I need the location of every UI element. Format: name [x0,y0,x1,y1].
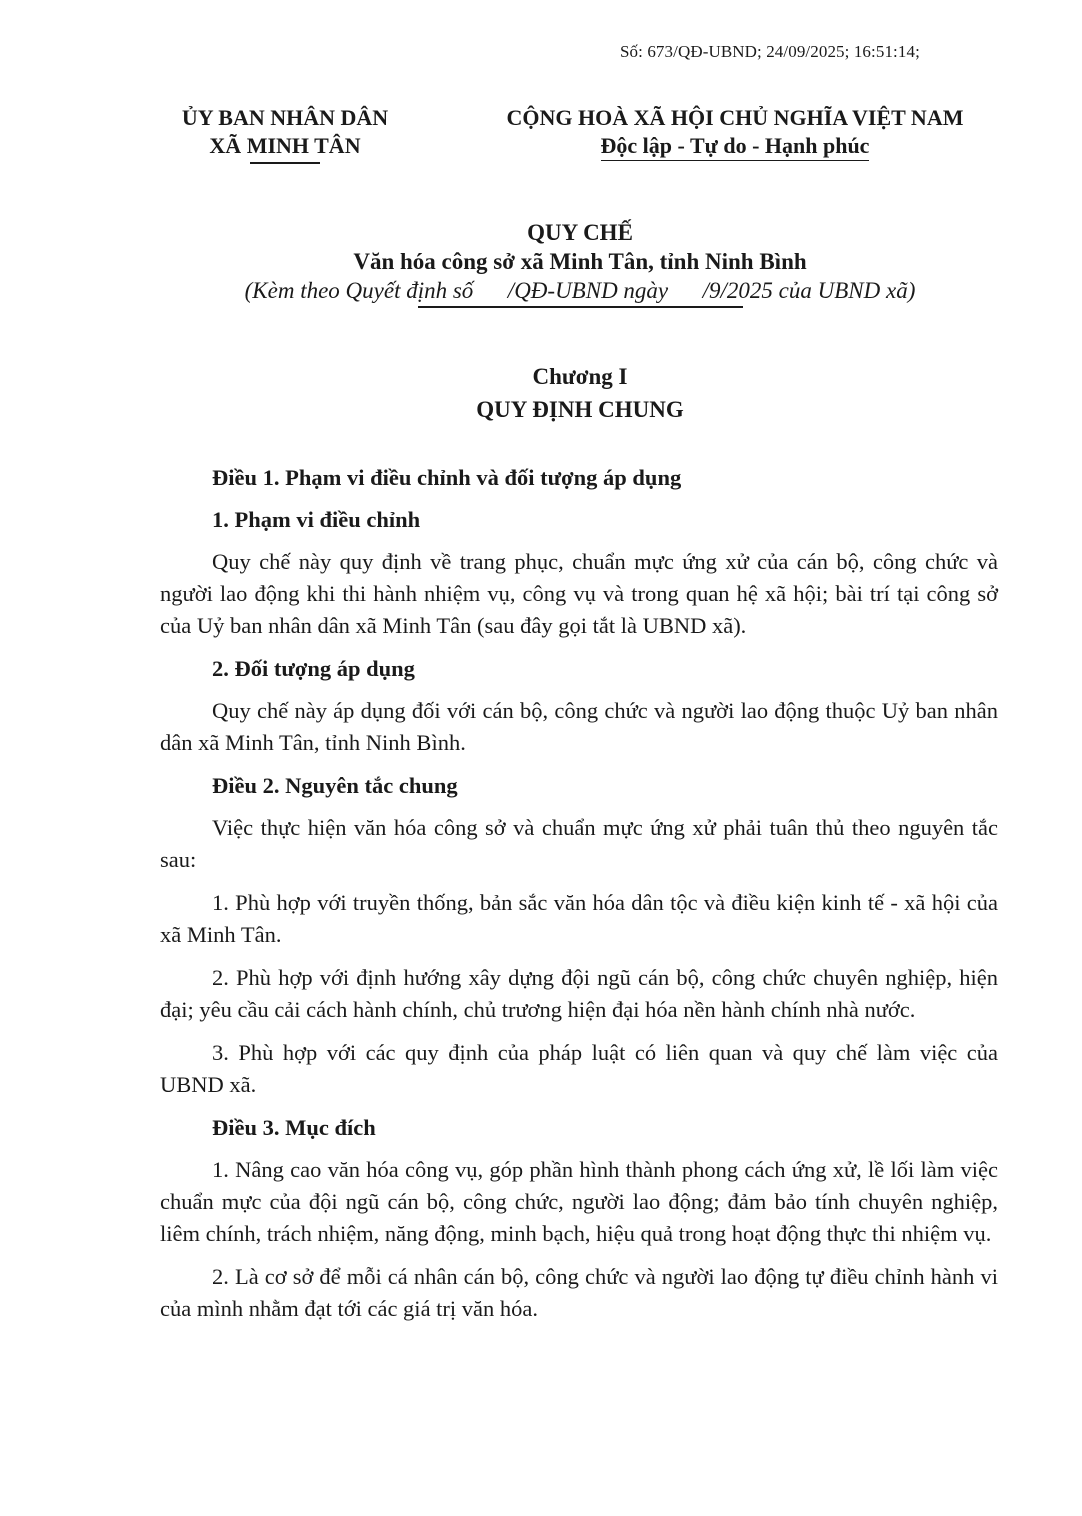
issuing-authority [150,104,420,164]
document-title-block [150,218,1010,305]
document-type: QUY CHẾ [527,220,633,245]
chapter-heading [150,360,1010,426]
article-1-section-1-text: Quy chế này quy định về trang phục, chuẩn mực ứng xử của cán bộ, công chức và người lao động khi thi hành nhiệm vụ, công vụ và trong quan hệ xã hội; bài trí tại công sở của Uỷ ban nhân dân xã Minh Tân (sau đây gọi tắt là UBND xã). [160,549,998,638]
national-title [470,104,1000,161]
document-number-stamp: Số: 673/QĐ-UBND; 24/09/2025; 16:51:14; [620,42,920,61]
chapter-number: Chương I [532,364,628,389]
article-3-heading: Điều 3. Mục đích [212,1115,376,1140]
document-body [160,462,998,1336]
authority-underline [250,162,320,164]
article-1-heading: Điều 1. Phạm vi điều chỉnh và đối tượng áp dụng [212,465,682,490]
country-name: CỘNG HOÀ XÃ HỘI CHỦ NGHĨA VIỆT NAM [506,105,964,130]
national-motto: Độc lập - Tự do - Hạnh phúc [601,132,870,161]
article-1-section-1-heading: 1. Phạm vi điều chỉnh [212,507,421,532]
article-2-intro: Việc thực hiện văn hóa công sở và chuẩn mực ứng xử phải tuân thủ theo nguyên tắc sau: [160,815,998,872]
document-reference: (Kèm theo Quyết định số /QĐ-UBND ngày /9/2025 của UBND xã) [244,278,916,303]
article-1-section-2-text: Quy chế này áp dụng đối với cán bộ, công chức và người lao động thuộc Uỷ ban nhân dân xã Minh Tân, tỉnh Ninh Bình. [160,698,998,755]
article-2-item-2: 2. Phù hợp với định hướng xây dựng đội ngũ cán bộ, công chức chuyên nghiệp, hiện đại; yêu cầu cải cách hành chính, chủ trương hiện đại hóa nền hành chính nhà nước. [160,965,998,1022]
article-3-item-1: 1. Nâng cao văn hóa công vụ, góp phần hình thành phong cách ứng xử, lề lối làm việc chuẩn mực của đội ngũ cán bộ, công chức, người lao động; đảm bảo tính chuyên nghiệp, liêm chính, trách nhiệm, năng động, minh bạch, hiệu quả trong hoạt động thực thi nhiệm vụ. [160,1157,998,1246]
article-2-item-3: 3. Phù hợp với các quy định của pháp luật có liên quan và quy chế làm việc của UBND xã. [160,1040,998,1097]
article-2-item-1: 1. Phù hợp với truyền thống, bản sắc văn hóa dân tộc và điều kiện kinh tế - xã hội của xã Minh Tân. [160,890,998,947]
article-1-section-2-heading: 2. Đối tượng áp dụng [212,656,415,681]
article-3-item-2: 2. Là cơ sở để mỗi cá nhân cán bộ, công chức và người lao động tự điều chỉnh hành vi của mình nhằm đạt tới các giá trị văn hóa. [160,1264,998,1321]
reference-underline [418,306,743,308]
document-subject: Văn hóa công sở xã Minh Tân, tỉnh Ninh Bình [353,249,807,274]
chapter-name: QUY ĐỊNH CHUNG [476,397,684,422]
article-2-heading: Điều 2. Nguyên tắc chung [212,773,458,798]
authority-line-1: ỦY BAN NHÂN DÂN [181,105,389,130]
authority-line-2: XÃ MINH TÂN [209,133,361,158]
